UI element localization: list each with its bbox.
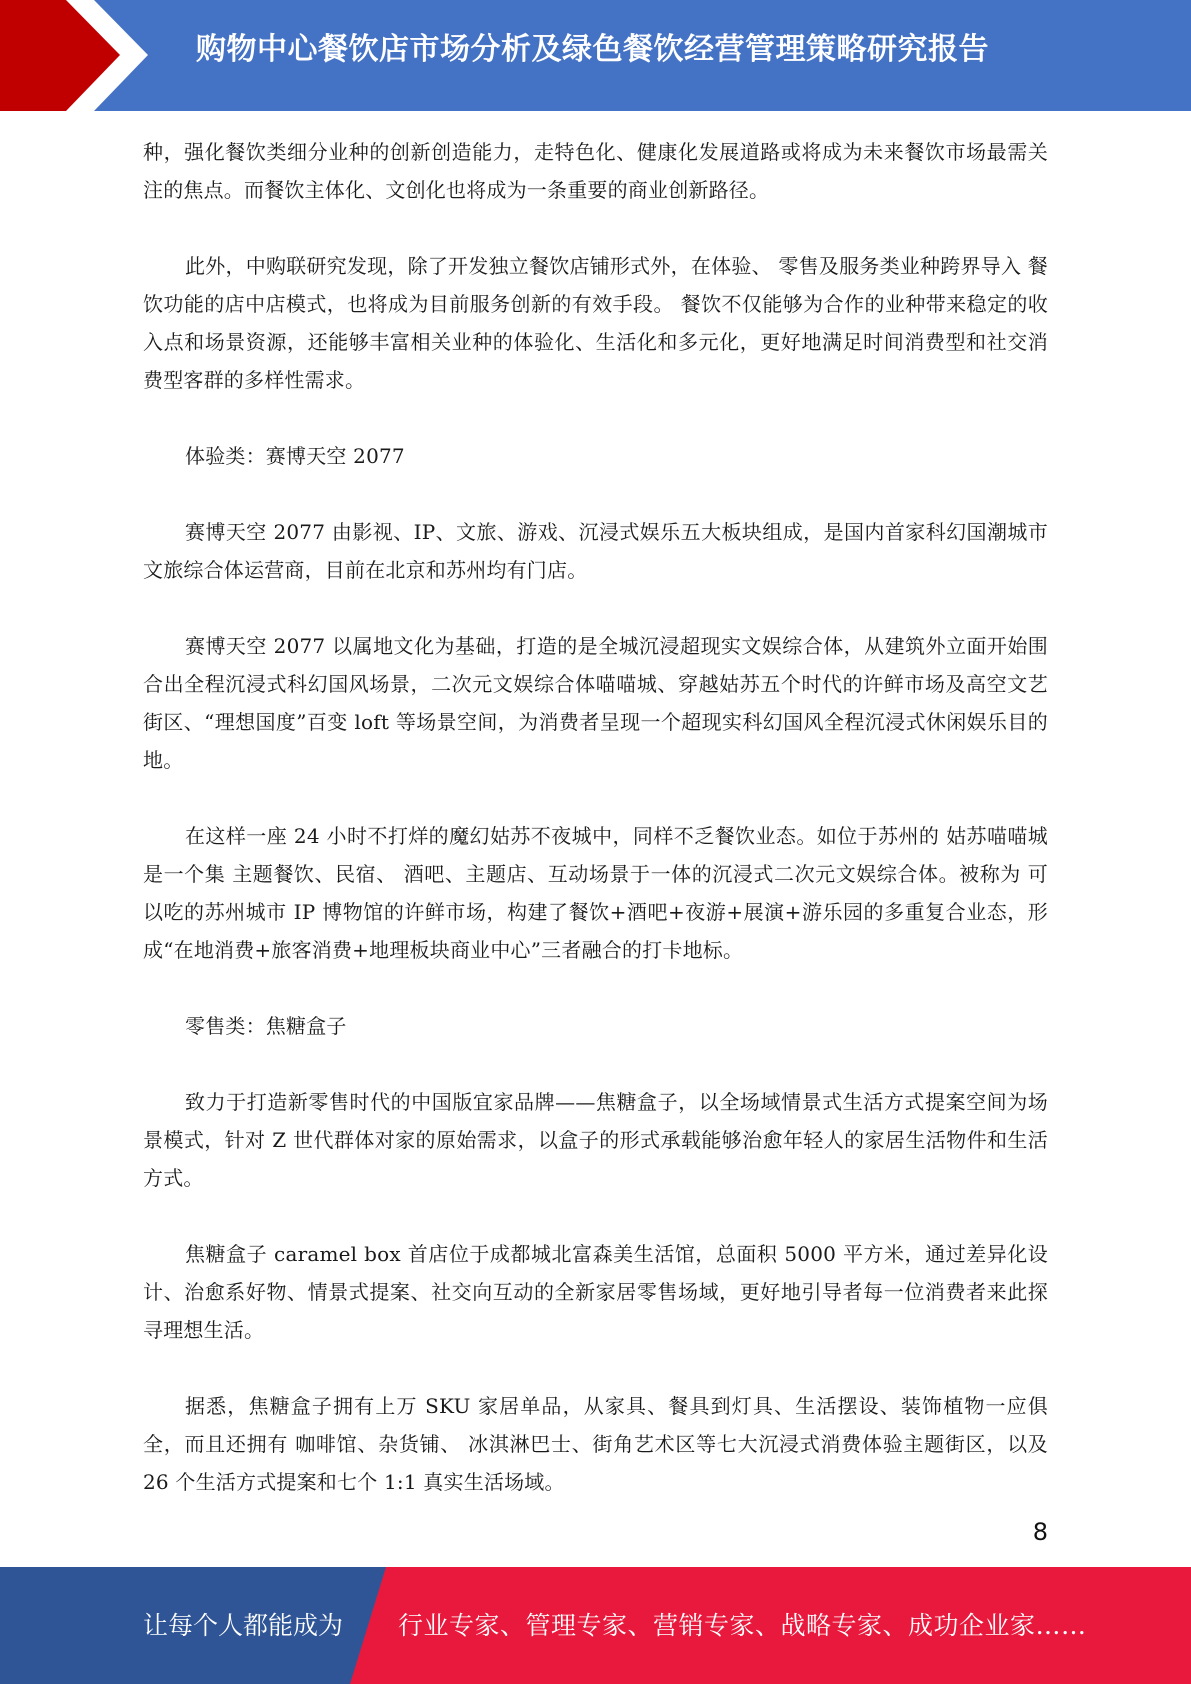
page-number: 8 xyxy=(1032,1518,1048,1546)
paragraph: 赛博天空 2077 以属地文化为基础，打造的是全城沉浸超现实文娱综合体，从建筑外立面开始围合出全程沉浸式科幻国风场景，二次元文娱综合体喵喵城、穿越姑苏五个时代的许鲜市场及高空文艺街区、“理想国度”百变 loft 等场景空间，为消费者呈现一个超现实科幻国风全程沉浸式休闲娱乐目的地。 xyxy=(143,634,1048,772)
paragraph: 致力于打造新零售时代的中国版宜家品牌——焦糖盒子，以全场域情景式生活方式提案空间为场景模式，针对 Z 世代群体对家的原始需求，以盒子的形式承载能够治愈年轻人的家居生活物件和生活方式。 xyxy=(143,1090,1048,1190)
document-body xyxy=(143,133,1048,1539)
paragraph: 焦糖盒子 caramel box 首店位于成都城北富森美生活馆，总面积 5000 平方米，通过差异化设计、治愈系好物、情景式提案、社交向互动的全新家居零售场域，更好地引导者每一位消费者来此探寻理想生活。 xyxy=(143,1242,1048,1342)
paragraph: 种，强化餐饮类细分业种的创新创造能力，走特色化、健康化发展道路或将成为未来餐饮市场最需关注的焦点。而餐饮主体化、文创化也将成为一条重要的商业创新路径。 xyxy=(143,140,1048,202)
paragraph: 此外，中购联研究发现，除了开发独立餐饮店铺形式外，在体验、 零售及服务类业种跨界导入 餐饮功能的店中店模式，也将成为目前服务创新的有效手段。 餐饮不仅能够为合作的业种带来稳定的收入点和场景资源，还能够丰富相关业种的体验化、生活化和多元化，更好地满足时间消费型和社交消费型客群的多样性需求。 xyxy=(143,254,1048,392)
footer-banner xyxy=(0,1567,1191,1684)
footer-slogan-left: 让每个人都能成为 xyxy=(143,1611,344,1640)
paragraph: 据悉，焦糖盒子拥有上万 SKU 家居单品，从家具、餐具到灯具、生活摆设、装饰植物一应俱全，而且还拥有 咖啡馆、杂货铺、 冰淇淋巴士、街角艺术区等七大沉浸式消费体验主题街区，以及 26 个生活方式提案和七个 1:1 真实生活场域。 xyxy=(143,1394,1048,1494)
report-title: 购物中心餐饮店市场分析及绿色餐饮经营管理策略研究报告 xyxy=(196,32,989,67)
footer-slogan-right: 行业专家、管理专家、营销专家、战略专家、成功企业家…… xyxy=(398,1611,1087,1640)
section-label: 体验类：赛博天空 2077 xyxy=(185,444,405,468)
section-label: 零售类：焦糖盒子 xyxy=(185,1014,347,1038)
paragraph: 在这样一座 24 小时不打烊的魔幻姑苏不夜城中，同样不乏餐饮业态。如位于苏州的 姑苏喵喵城是一个集 主题餐饮、民宿、 酒吧、主题店、互动场景于一体的沉浸式二次元文娱综合体。被称为 可以吃的苏州城市 IP 博物馆的许鲜市场，构建了餐饮+酒吧+夜游+展演+游乐园的多重复合业态，形成“在地消费+旅客消费+地理板块商业中心”三者融合的打卡地标。 xyxy=(143,824,1048,962)
paragraph: 赛博天空 2077 由影视、IP、文旅、游戏、沉浸式娱乐五大板块组成，是国内首家科幻国潮城市文旅综合体运营商，目前在北京和苏州均有门店。 xyxy=(143,520,1048,582)
header-banner xyxy=(0,0,1191,111)
